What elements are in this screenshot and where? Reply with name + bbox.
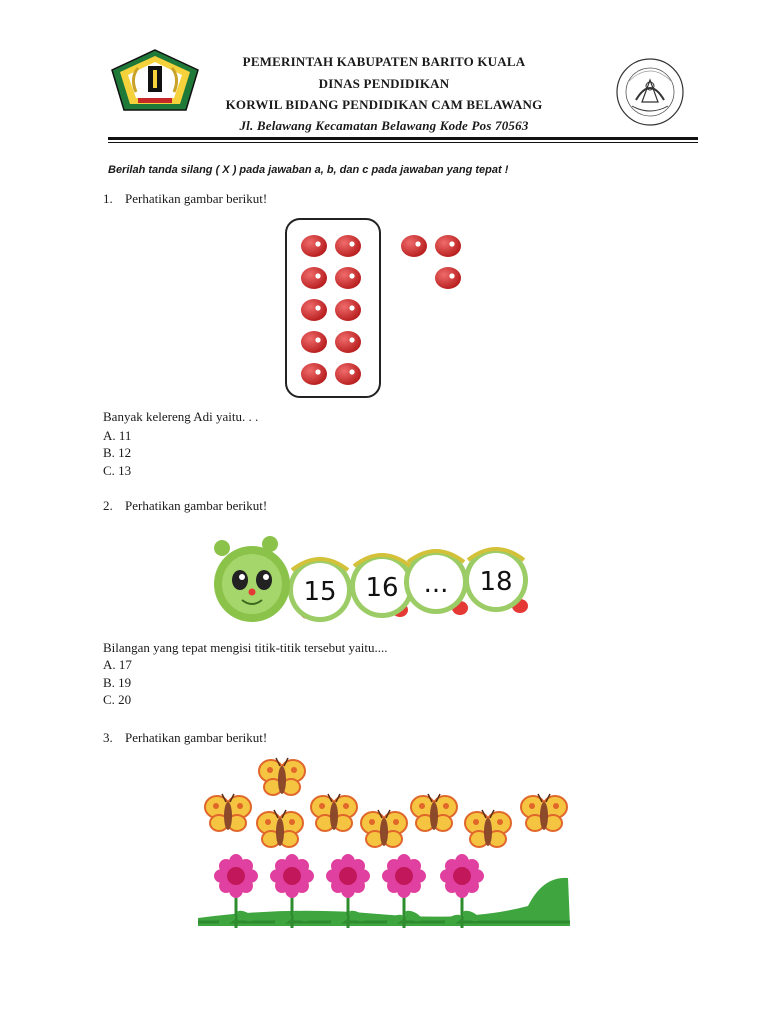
butterflies-flowers-figure <box>198 756 572 928</box>
caterpillar-number-3: ... <box>423 569 449 599</box>
butterfly <box>411 794 457 831</box>
marble <box>435 235 461 257</box>
header-rule-thin <box>108 142 698 143</box>
marble <box>301 363 327 385</box>
marble <box>335 235 361 257</box>
tut-wuri-handayani-logo <box>612 56 688 128</box>
marble <box>301 299 327 321</box>
question-1-text: Banyak kelereng Adi yaitu. . . <box>103 409 259 424</box>
caterpillar-number-4: 18 <box>479 567 513 597</box>
prompt-text: Perhatikan gambar berikut! <box>125 191 268 206</box>
butterfly <box>521 794 567 831</box>
q1-option-c[interactable]: C. 13 <box>103 463 132 478</box>
question-number: 2. <box>103 498 113 513</box>
marbles-figure <box>282 216 472 400</box>
header-address: Jl. Belawang Kecamatan Belawang Kode Pos 70563 <box>239 118 529 133</box>
prompt-text: Perhatikan gambar berikut! <box>125 730 268 745</box>
question-2-prompt <box>103 498 267 514</box>
marble <box>301 331 327 353</box>
header-government: PEMERINTAH KABUPATEN BARITO KUALA <box>242 54 526 69</box>
marble <box>301 267 327 289</box>
butterfly <box>311 794 357 831</box>
butterfly <box>465 810 511 847</box>
marble-box <box>286 219 380 397</box>
question-number: 1. <box>103 191 113 206</box>
header-korwil: KORWIL BIDANG PENDIDIKAN CAM BELAWANG <box>225 97 543 112</box>
header-department: DINAS PENDIDIKAN <box>318 76 450 91</box>
q2-option-b[interactable]: B. 19 <box>103 675 132 690</box>
instruction: Berilah tanda silang ( X ) pada jawaban a, b, dan c pada jawaban yang tepat ! <box>108 164 509 176</box>
header-rule-thick <box>108 137 698 140</box>
butterfly <box>361 810 407 847</box>
question-1-prompt <box>103 191 267 207</box>
marble <box>335 363 361 385</box>
butterfly <box>205 794 251 831</box>
prompt-text: Perhatikan gambar berikut! <box>125 498 268 513</box>
question-2-text: Bilangan yang tepat mengisi titik-titik tersebut yaitu.... <box>103 640 388 655</box>
q2-option-a[interactable]: A. 17 <box>103 657 132 672</box>
question-3-prompt <box>103 730 267 746</box>
q1-option-b[interactable]: B. 12 <box>103 445 132 460</box>
marble <box>435 267 461 289</box>
butterfly <box>259 758 305 795</box>
butterfly <box>257 810 303 847</box>
caterpillar-figure <box>208 534 538 626</box>
marble <box>401 235 427 257</box>
marble <box>301 235 327 257</box>
q1-option-a[interactable]: A. 11 <box>103 428 132 443</box>
marble <box>335 331 361 353</box>
marble <box>335 299 361 321</box>
caterpillar-number-1: 15 <box>303 577 337 607</box>
caterpillar-number-2: 16 <box>365 573 399 603</box>
marble <box>335 267 361 289</box>
question-number: 3. <box>103 730 113 745</box>
q2-option-c[interactable]: C. 20 <box>103 692 132 707</box>
